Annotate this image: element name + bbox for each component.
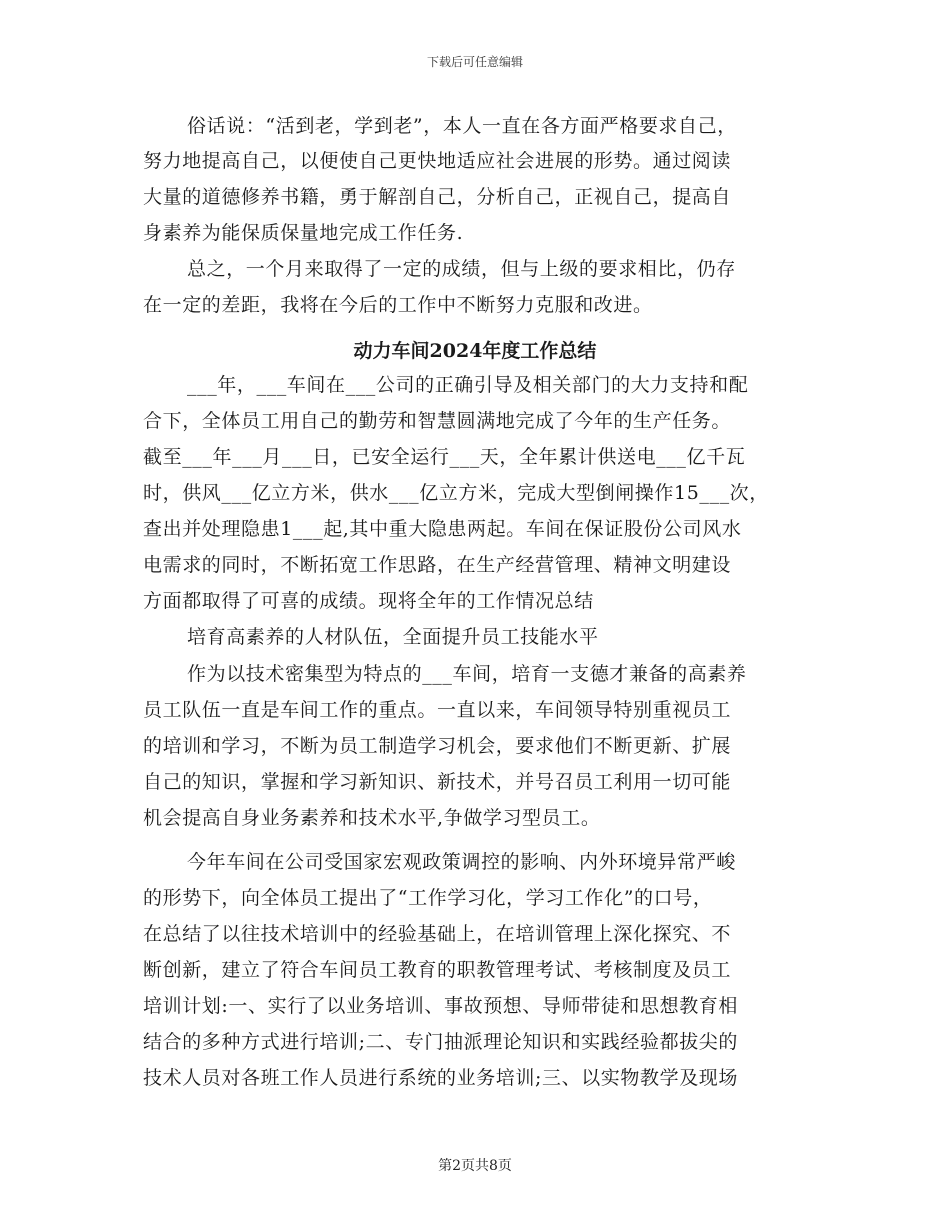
text-line: 身素养为能保质保量地完成工作任务. bbox=[143, 222, 464, 244]
text-line: 努力地提高自己，以便使自己更快地适应社会进展的形势。通过阅读 bbox=[143, 150, 732, 172]
text-line: 断创新，建立了符合车间员工教育的职教管理考试、考核制度及员工 bbox=[143, 959, 732, 981]
text-line: 今年车间在公司受国家宏观政策调控的影响、内外环境异常严峻 bbox=[187, 851, 736, 873]
text-line: 培训计划:一、实行了以业务培训、事故预想、导师带徒和思想教育相 bbox=[143, 995, 739, 1017]
text-line: 总之，一个月来取得了一定的成绩，但与上级的要求相比，仍存 bbox=[187, 258, 736, 280]
subheading-line: 培育高素养的人材队伍，全面提升员工技能水平 bbox=[187, 626, 599, 648]
text-line: 合下，全体员工用自己的勤劳和智慧圆满地完成了今年的生产任务。 bbox=[143, 410, 732, 432]
text-line: 在一定的差距，我将在今后的工作中不断努力克服和改进。 bbox=[143, 294, 653, 316]
text-line: 的形势下，向全体员工提出了“工作学习化，学习工作化”的口号， bbox=[143, 887, 713, 909]
text-line: 自己的知识，掌握和学习新知识、新技术，并号召员工利用一切可能 bbox=[143, 771, 732, 793]
text-line: 大量的道德修养书籍，勇于解剖自己，分析自己，正视自己，提高自 bbox=[143, 186, 732, 208]
text-line: 技术人员对各班工作人员进行系统的业务培训;三、以实物教学及现场 bbox=[143, 1067, 739, 1089]
text-line: 方面都取得了可喜的成绩。现将全年的工作情况总结 bbox=[143, 590, 594, 612]
text-line: 截至___年___月___日，已安全运行___天，全年累计供送电___亿千瓦 bbox=[143, 446, 746, 468]
text-line: 俗话说：“活到老，学到老”，本人一直在各方面严格要求自己， bbox=[187, 115, 737, 137]
text-line: 作为以技术密集型为特点的___车间，培育一支德才兼备的高素养 bbox=[187, 663, 747, 685]
text-line: 时，供风___亿立方米，供水___亿立方米，完成大型倒闸操作15___次， bbox=[143, 482, 769, 504]
text-line: 在总结了以往技术培训中的经验基础上，在培训管理上深化探究、不 bbox=[143, 923, 732, 945]
header-note: 下载后可任意编辑 bbox=[426, 55, 523, 69]
text-line: ___年，___车间在___公司的正确引导及相关部门的大力支持和配 bbox=[187, 374, 749, 396]
text-line: 机会提高自身业务素养和技术水平,争做学习型员工。 bbox=[143, 807, 601, 829]
section-title: 动力车间2024年度工作总结 bbox=[353, 340, 597, 362]
text-line: 电需求的同时，不断拓宽工作思路，在生产经营管理、精神文明建设 bbox=[143, 554, 732, 576]
text-line: 结合的多种方式进行培训;二、专门抽派理论知识和实践经验都拔尖的 bbox=[143, 1031, 739, 1053]
text-line: 的培训和学习，不断为员工制造学习机会，要求他们不断更新、扩展 bbox=[143, 735, 732, 757]
text-line: 员工队伍一直是车间工作的重点。一直以来，车间领导特别重视员工 bbox=[143, 699, 732, 721]
text-line: 查出并处理隐患1___起,其中重大隐患两起。车间在保证股份公司风水 bbox=[143, 518, 742, 540]
page-number: 第2页共8页 bbox=[438, 1158, 512, 1174]
